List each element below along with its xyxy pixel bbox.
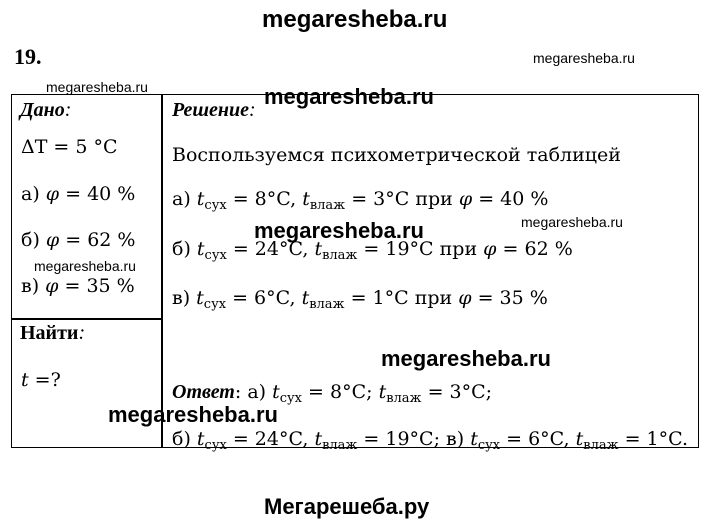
solution-line-v: в) $t_{сух} = 6^\circ C$, $t_{влаж} = 1^\circ C$ при φ = 35 % <box>172 287 548 312</box>
watermark-small-right-top: megaresheba.ru <box>533 50 635 66</box>
given-b: б) φ = 62 % <box>21 229 136 251</box>
solution-intro: Воспользуемся психометрической таблицей <box>172 144 621 166</box>
problem-number: 19. <box>14 44 42 69</box>
watermark-small-left-middle: megaresheba.ru <box>34 258 136 274</box>
find-t: t =? <box>21 369 61 391</box>
answer-line-2: б) $t_{сух} = 24^\circ C$, $t_{влаж} = 19^\circ C$; в) $t_{сух} = 6^\circ C$, $t_{влаж} = 1^\circ C$. <box>172 428 689 453</box>
given-heading: Дано: <box>20 99 72 121</box>
find-heading: Найти: <box>20 322 86 344</box>
watermark-small-right-middle: megaresheba.ru <box>521 214 623 230</box>
table-divider-horizontal <box>11 318 162 320</box>
solution-line-a: а) $t_{сух} = 8^\circ C$, $t_{влаж} = 3^\circ C$ при φ = 40 % <box>172 188 549 213</box>
table-divider-vertical <box>161 94 163 448</box>
footer-site-name: Мегарешеба.ру <box>264 494 430 519</box>
given-delta-t: ΔT = 5 °C <box>21 136 118 158</box>
watermark-left-bottom: megaresheba.ru <box>108 402 278 427</box>
solution-heading: Решение: <box>172 99 256 121</box>
given-v: в) φ = 35 % <box>21 275 135 297</box>
answer-line-1: Ответ: а) $t_{сух} = 8^\circ C$; $t_{влаж} = 3^\circ C$; <box>172 381 493 406</box>
watermark-middle: megaresheba.ru <box>254 218 424 243</box>
given-a: а) φ = 40 % <box>21 183 136 205</box>
watermark-small-left-top: megaresheba.ru <box>46 79 148 95</box>
watermark-solution-top: megaresheba.ru <box>264 84 434 109</box>
watermark-top: megaresheba.ru <box>262 6 448 33</box>
solution-line-b: б) $t_{сух} = 24^\circ C$, $t_{влаж} = 19^\circ C$ при φ = 62 % <box>172 238 573 263</box>
watermark-center: megaresheba.ru <box>381 346 551 371</box>
